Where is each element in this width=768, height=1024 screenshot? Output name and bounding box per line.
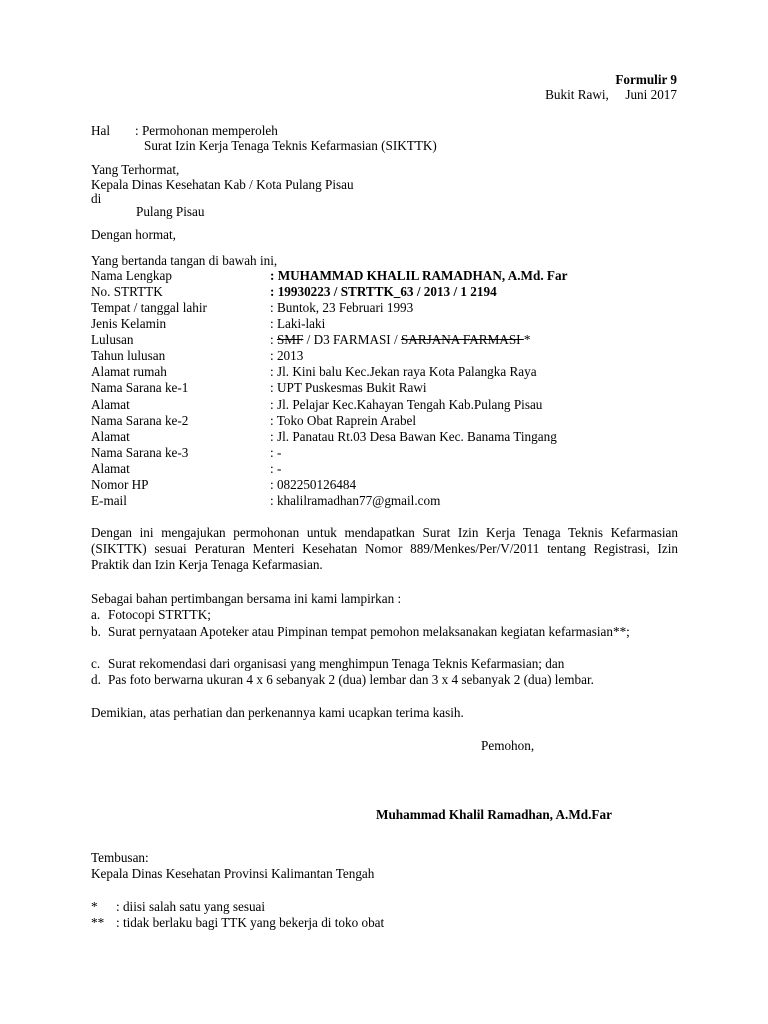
field-value: : MUHAMMAD KHALIL RAMADHAN, A.Md. Far [270, 268, 568, 283]
field-label: Tahun lulusan [91, 348, 166, 363]
intro-line: Yang bertanda tangan di bawah ini, [91, 253, 278, 268]
field-value: : UPT Puskesmas Bukit Rawi [270, 380, 427, 395]
lulusan-asterisk: * [523, 332, 531, 347]
closing-sentence: Demikian, atas perhatian dan perkenannya kami ucapkan terima kasih. [91, 705, 464, 720]
field-value: : - [270, 445, 282, 460]
recipient-di: di [91, 191, 102, 206]
field-value: : Buntok, 23 Februari 1993 [270, 300, 414, 315]
attachment-marker: c. [91, 656, 101, 671]
field-value: : 19930223 / STRTTK_63 / 2013 / 1 2194 [270, 284, 497, 299]
form-number: Formulir 9 [615, 72, 677, 87]
lulusan-struck-sarjana: SARJANA FARMASI [400, 332, 524, 347]
field-value: : Laki-laki [270, 316, 326, 331]
field-label: Nama Sarana ke-2 [91, 413, 189, 428]
field-label: Jenis Kelamin [91, 316, 167, 331]
cc-label: Tembusan: [91, 850, 149, 865]
recipient-location: Pulang Pisau [136, 204, 205, 219]
attachment-marker: d. [91, 672, 101, 687]
field-value: : - [270, 461, 282, 476]
recipient-greeting: Yang Terhormat, [91, 162, 180, 177]
field-value: : khalilramadhan77@gmail.com [270, 493, 441, 508]
attachments-intro: Sebagai bahan pertimbangan bersama ini kami lampirkan : [91, 591, 402, 606]
subject-label: Hal [91, 123, 111, 138]
footnote-text: : diisi salah satu yang sesuai [116, 899, 266, 914]
field-label: Nama Lengkap [91, 268, 172, 283]
field-value: : 2013 [270, 348, 304, 363]
lulusan-mid: / D3 FARMASI / [303, 332, 401, 347]
recipient-office: Kepala Dinas Kesehatan Kab / Kota Pulang Pisau [91, 177, 354, 192]
lulusan-struck-smf: SMF [276, 332, 304, 347]
cc-recipient: Kepala Dinas Kesehatan Provinsi Kalimantan Tengah [91, 866, 375, 881]
field-value: : Jl. Kini balu Kec.Jekan raya Kota Palangka Raya [270, 364, 537, 379]
attachment-item: Surat pernyataan Apoteker atau Pimpinan tempat pemohon melaksanakan kegiatan kefarmasian**; [108, 624, 630, 639]
field-label: E-mail [91, 493, 127, 508]
field-label: Alamat [91, 429, 130, 444]
field-label: Nomor HP [91, 477, 149, 492]
attachment-marker: a. [91, 607, 101, 622]
field-value: : Jl. Panatau Rt.03 Desa Bawan Kec. Banama Tingang [270, 429, 557, 444]
body-paragraph: Dengan ini mengajukan permohonan untuk mendapatkan Surat Izin Kerja Tenaga Teknis Kefarmasian (SIKTTK) sesuai Peraturan Menteri Kesehatan Nomor 889/Menkes/Per/V/2011 tentang Registrasi, Izin Praktik dan Izin Kerja Tenaga Kefarmasian. [91, 525, 678, 572]
signature-role: Pemohon, [481, 738, 535, 753]
field-value: : Toko Obat Raprein Arabel [270, 413, 417, 428]
place-date: Bukit Rawi, Juni 2017 [545, 87, 677, 102]
subject-line-2: Surat Izin Kerja Tenaga Teknis Kefarmasian (SIKTTK) [144, 138, 437, 153]
field-value-lulusan [270, 332, 530, 348]
field-label: No. STRTTK [91, 284, 163, 299]
attachment-item: Pas foto berwarna ukuran 4 x 6 sebanyak 2 (dua) lembar dan 3 x 4 sebanyak 2 (dua) lembar. [108, 672, 594, 687]
lulusan-prefix: : [270, 332, 277, 347]
footnote-marker: ** [91, 915, 105, 930]
footnote-text: : tidak berlaku bagi TTK yang bekerja di toko obat [116, 915, 385, 930]
attachment-marker: b. [91, 624, 101, 639]
field-label: Nama Sarana ke-3 [91, 445, 189, 460]
field-label: Nama Sarana ke-1 [91, 380, 189, 395]
field-label: Tempat / tanggal lahir [91, 300, 207, 315]
attachment-item: Surat rekomendasi dari organisasi yang menghimpun Tenaga Teknis Kefarmasian; dan [108, 656, 565, 671]
field-value: : Jl. Pelajar Kec.Kahayan Tengah Kab.Pulang Pisau [270, 397, 543, 412]
salutation: Dengan hormat, [91, 227, 176, 242]
field-label: Alamat rumah [91, 364, 167, 379]
field-label: Alamat [91, 397, 130, 412]
field-label: Lulusan [91, 332, 134, 347]
field-value: : 082250126484 [270, 477, 357, 492]
attachment-item: Fotocopi STRTTK; [108, 607, 211, 622]
field-label: Alamat [91, 461, 130, 476]
signature-name: Muhammad Khalil Ramadhan, A.Md.Far [376, 807, 612, 822]
footnote-marker: * [91, 899, 98, 914]
subject-line-1: : Permohonan memperoleh [135, 123, 278, 138]
